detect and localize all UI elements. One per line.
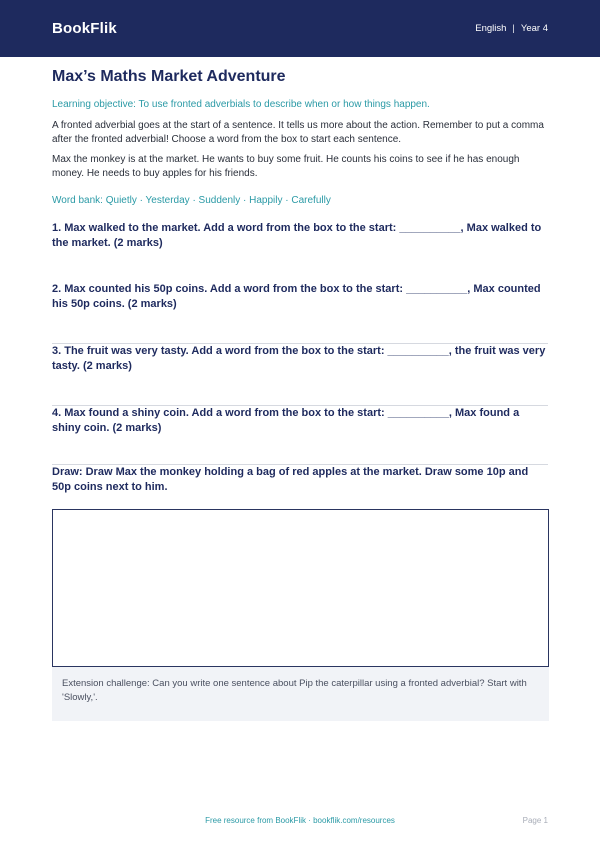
- draw-prompt: Draw: Draw Max the monkey holding a bag of red apples at the market. Draw some 10p and 50p coins next to him.: [52, 464, 548, 495]
- question-4: 4. Max found a shiny coin. Add a word from the box to the start: __________, Max found a shiny coin. (2 marks): [52, 405, 548, 436]
- learning-objective: Learning objective: To use fronted adverbials to describe when or how things happen.: [52, 99, 430, 110]
- story-paragraph: Max the monkey is at the market. He wants to buy some fruit. He counts his coins to see if he has enough money. He needs to buy apples for his friends.: [52, 154, 520, 179]
- page-title: Max’s Maths Market Adventure: [52, 68, 286, 85]
- brand-logo[interactable]: BookFlik: [52, 20, 117, 37]
- page-header: [0, 0, 600, 57]
- header-separator: |: [512, 23, 515, 34]
- intro-paragraph: A fronted adverbial goes at the start of a sentence. It tells us more about the action. Remember to put a comma after the fronted adverbial! Choose a word from the box to start each sentence.: [52, 120, 544, 145]
- page-number: Page 1: [522, 816, 548, 825]
- drawing-area[interactable]: [52, 509, 549, 667]
- footer-text[interactable]: Free resource from BookFlik · bookflik.com/resources: [205, 816, 395, 825]
- header-meta: [475, 23, 548, 34]
- extension-challenge: Extension challenge: Can you write one sentence about Pip the caterpillar using a fronted adverbial? Start with 'Slowly,'.: [52, 667, 549, 721]
- question-1: 1. Max walked to the market. Add a word from the box to the start: __________, Max walked to the market. (2 marks): [52, 222, 542, 249]
- word-bank: Word bank: Quietly · Yesterday · Suddenly · Happily · Carefully: [52, 195, 331, 206]
- question-3: 3. The fruit was very tasty. Add a word from the box to the start: __________, the fruit was very tasty. (2 marks): [52, 343, 548, 374]
- question-2: 2. Max counted his 50p coins. Add a word from the box to the start: __________, Max counted his 50p coins. (2 marks): [52, 283, 541, 310]
- year-label: Year 4: [520, 23, 548, 34]
- language-label: English: [475, 23, 507, 34]
- worksheet-content: [0, 68, 600, 721]
